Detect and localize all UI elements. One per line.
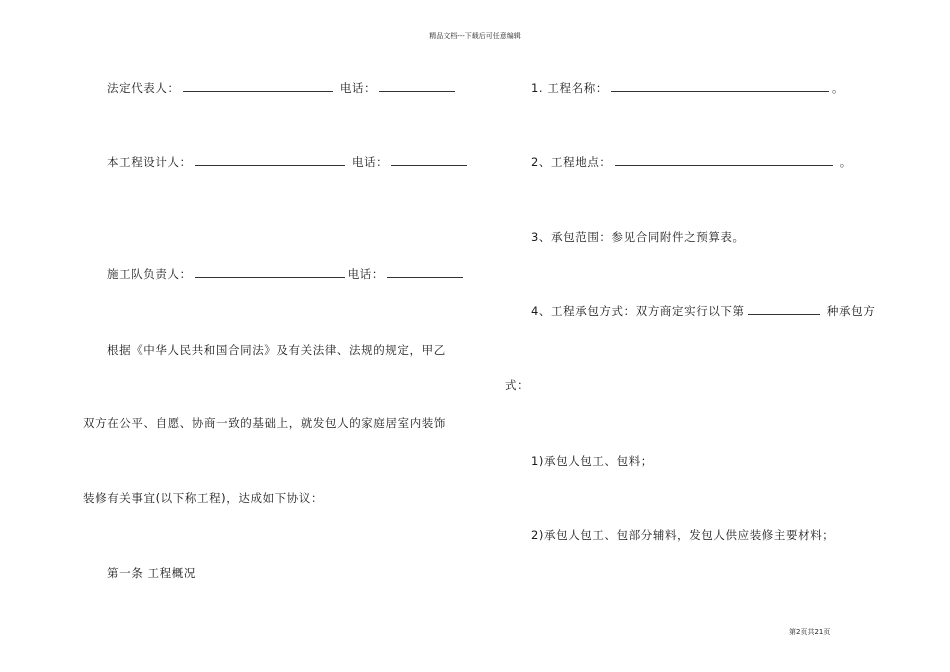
page-number: 第2页共21页 [789, 628, 831, 636]
legal-rep-phone-label: 电话： [339, 81, 377, 95]
legal-rep-blank[interactable] [183, 82, 333, 92]
crew-leader-blank[interactable] [195, 268, 345, 278]
paragraph-line-2: 双方在公平、自愿、协商一致的基础上，就发包人的家庭居室内装饰 [83, 416, 446, 430]
crew-leader-line [107, 267, 466, 281]
option-1: 1)承包人包工、包料； [531, 454, 653, 468]
article-1-heading: 第一条 工程概况 [107, 566, 196, 580]
paragraph-line-1: 根据《中华人民共和国合同法》及有关法律、法规的规定，甲乙 [107, 343, 446, 357]
project-name-blank[interactable] [611, 82, 829, 92]
project-location-label: 2、工程地点： [531, 155, 612, 169]
contract-method-end: 种承包方 [826, 304, 876, 318]
project-name-end: 。 [831, 81, 845, 95]
project-location-line [531, 155, 852, 169]
project-name-line [531, 81, 844, 95]
contract-method-continuation: 式： [505, 378, 530, 392]
contract-method-line [531, 304, 875, 318]
project-location-end: 。 [839, 155, 852, 169]
legal-rep-label: 法定代表人： [107, 81, 180, 95]
project-location-blank[interactable] [615, 156, 833, 166]
legal-rep-line [107, 81, 458, 95]
designer-phone-blank[interactable] [391, 156, 467, 166]
contract-scope-line: 3、承包范围：参见合同附件之预算表。 [531, 230, 745, 244]
page-header: 精品文档---下载后可任意编辑 [429, 32, 521, 40]
designer-line [107, 155, 470, 169]
legal-rep-phone-blank[interactable] [379, 82, 455, 92]
crew-leader-phone-label: 电话： [347, 267, 385, 281]
option-2: 2)承包人包工、包部分辅料，发包人供应装修主要材料； [531, 528, 835, 542]
crew-leader-label: 施工队负责人： [107, 267, 192, 281]
designer-phone-label: 电话： [351, 155, 389, 169]
designer-blank[interactable] [195, 156, 345, 166]
contract-method-label: 4、工程承包方式：双方商定实行以下第 [531, 304, 745, 318]
designer-label: 本工程设计人： [107, 155, 192, 169]
project-name-label: 1. 工程名称： [531, 81, 608, 95]
crew-leader-phone-blank[interactable] [387, 268, 463, 278]
contract-method-blank[interactable] [748, 305, 820, 315]
paragraph-line-3: 装修有关事宜(以下称工程)，达成如下协议： [83, 491, 324, 505]
